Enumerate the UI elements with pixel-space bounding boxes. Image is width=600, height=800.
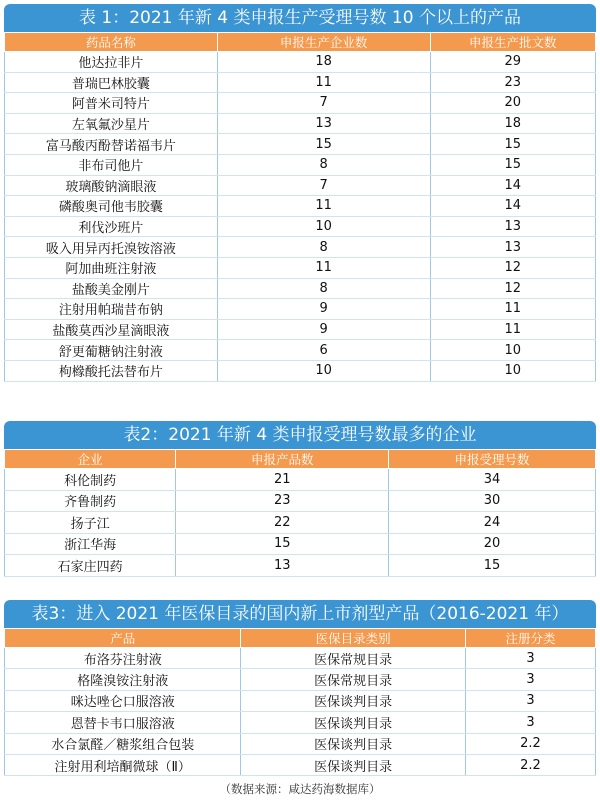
table1-cell: 8	[217, 278, 430, 299]
table3-cell: 格隆溴铵注射液	[5, 669, 241, 690]
table1-cell: 磷酸奥司他韦胶囊	[5, 196, 218, 217]
table-row	[5, 319, 596, 340]
table2-title: 表2：2021 年新 4 类申报受理号数最多的企业	[4, 421, 596, 449]
table1-cell: 普瑞巴林胶囊	[5, 72, 218, 93]
table-row	[5, 669, 596, 690]
table3-cell: 医保常规目录	[241, 669, 466, 690]
table1-cell: 富马酸丙酚替诺福韦片	[5, 134, 218, 155]
table3-title: 表3：进入 2021 年医保目录的国内新上市剂型产品（2016-2021 年）	[4, 600, 596, 628]
table2-cell: 齐鲁制药	[5, 490, 176, 512]
table-row	[5, 154, 596, 175]
table1-header-2: 申报生产批文数	[430, 33, 596, 52]
table1-cell: 10	[217, 360, 430, 381]
table3-cell: 3	[465, 648, 595, 669]
table1-cell: 6	[217, 340, 430, 361]
table-row	[5, 754, 596, 775]
table2-cell: 23	[176, 490, 389, 512]
table3-cell: 3	[465, 669, 595, 690]
table2-cell: 13	[176, 555, 389, 577]
table1-cell: 13	[217, 113, 430, 134]
table3-cell: 3	[465, 690, 595, 711]
table1-cell: 13	[430, 237, 596, 258]
table2-cell: 30	[389, 490, 596, 512]
table1-cell: 14	[430, 175, 596, 196]
table1-cell: 玻璃酸钠滴眼液	[5, 175, 218, 196]
table-row	[5, 533, 596, 555]
table3-cell: 医保谈判目录	[241, 754, 466, 775]
table1-cell: 盐酸美金刚片	[5, 278, 218, 299]
table1-cell: 7	[217, 175, 430, 196]
table3-cell: 2.2	[465, 754, 595, 775]
table3-cell: 3	[465, 712, 595, 733]
table1-cell: 15	[217, 134, 430, 155]
table1-cell: 18	[430, 113, 596, 134]
table-row	[5, 278, 596, 299]
table1-cell: 10	[217, 216, 430, 237]
table3-header-1: 医保目录类别	[241, 629, 466, 648]
table-row	[5, 340, 596, 361]
table1-cell: 利伐沙班片	[5, 216, 218, 237]
table-row	[5, 237, 596, 258]
table2	[4, 449, 596, 577]
table-row	[5, 648, 596, 669]
table1-title: 表 1：2021 年新 4 类申报生产受理号数 10 个以上的产品	[4, 4, 596, 32]
table3	[4, 628, 596, 776]
table1	[4, 32, 596, 382]
table-row	[5, 469, 596, 491]
table1-cell: 15	[430, 134, 596, 155]
table2-cell: 24	[389, 512, 596, 534]
table3-cell: 医保谈判目录	[241, 690, 466, 711]
table1-cell: 10	[430, 340, 596, 361]
table2-cell: 34	[389, 469, 596, 491]
table-row	[5, 690, 596, 711]
table-row	[5, 490, 596, 512]
table1-cell: 11	[430, 299, 596, 320]
table1-cell: 阿普米司特片	[5, 93, 218, 114]
table-row	[5, 257, 596, 278]
table1-cell: 非布司他片	[5, 154, 218, 175]
table2-cell: 15	[176, 533, 389, 555]
table1-cell: 左氧氟沙星片	[5, 113, 218, 134]
table2-cell: 石家庄四药	[5, 555, 176, 577]
table2-cell: 科伦制药	[5, 469, 176, 491]
table-row	[5, 72, 596, 93]
table1-cell: 20	[430, 93, 596, 114]
table3-cell: 注射用利培酮微球（Ⅱ）	[5, 754, 241, 775]
table1-cell: 13	[430, 216, 596, 237]
table1-cell: 12	[430, 257, 596, 278]
table1-cell: 吸入用异丙托溴铵溶液	[5, 237, 218, 258]
table3-cell: 恩替卡韦口服溶液	[5, 712, 241, 733]
table1-cell: 舒更葡糖钠注射液	[5, 340, 218, 361]
table1-header-1: 申报生产企业数	[217, 33, 430, 52]
table1-cell: 8	[217, 154, 430, 175]
table3-cell: 医保谈判目录	[241, 733, 466, 754]
table3-header-0: 产品	[5, 629, 241, 648]
table3-cell: 咪达唑仑口服溶液	[5, 690, 241, 711]
table2-cell: 15	[389, 555, 596, 577]
table2-header-2: 申报受理号数	[389, 450, 596, 469]
table1-section	[4, 4, 596, 382]
data-source-note: （数据来源：咸达药海数据库）	[219, 782, 381, 796]
table2-section	[4, 421, 596, 577]
table2-cell: 20	[389, 533, 596, 555]
table2-cell: 21	[176, 469, 389, 491]
table-row	[5, 113, 596, 134]
table2-cell: 扬子江	[5, 512, 176, 534]
table1-cell: 7	[217, 93, 430, 114]
table-row	[5, 175, 596, 196]
table-row	[5, 360, 596, 381]
table3-header-2: 注册分类	[465, 629, 595, 648]
table-row	[5, 93, 596, 114]
table2-header-0: 企业	[5, 450, 176, 469]
table2-header-1: 申报产品数	[176, 450, 389, 469]
table-row	[5, 555, 596, 577]
table1-cell: 11	[217, 196, 430, 217]
table1-cell: 盐酸莫西沙星滴眼液	[5, 319, 218, 340]
table3-cell: 布洛芬注射液	[5, 648, 241, 669]
table-row	[5, 512, 596, 534]
table1-cell: 9	[217, 299, 430, 320]
table1-cell: 29	[430, 52, 596, 73]
table1-cell: 11	[217, 257, 430, 278]
table3-section	[4, 600, 596, 776]
table-row	[5, 712, 596, 733]
table1-cell: 14	[430, 196, 596, 217]
table-row	[5, 299, 596, 320]
table1-cell: 阿加曲班注射液	[5, 257, 218, 278]
table1-cell: 12	[430, 278, 596, 299]
table3-cell: 医保常规目录	[241, 648, 466, 669]
table1-cell: 注射用帕瑞昔布钠	[5, 299, 218, 320]
table-row	[5, 216, 596, 237]
table1-cell: 他达拉非片	[5, 52, 218, 73]
table3-cell: 医保谈判目录	[241, 712, 466, 733]
table1-cell: 10	[430, 360, 596, 381]
table1-cell: 9	[217, 319, 430, 340]
table-row	[5, 52, 596, 73]
table1-cell: 11	[217, 72, 430, 93]
table1-cell: 15	[430, 154, 596, 175]
table3-cell: 水合氯醛／糖浆组合包装	[5, 733, 241, 754]
table1-cell: 8	[217, 237, 430, 258]
table-row	[5, 733, 596, 754]
table1-cell: 11	[430, 319, 596, 340]
table2-cell: 22	[176, 512, 389, 534]
table3-cell: 2.2	[465, 733, 595, 754]
table1-cell: 23	[430, 72, 596, 93]
table-row	[5, 196, 596, 217]
table2-cell: 浙江华海	[5, 533, 176, 555]
table1-cell: 枸橼酸托法替布片	[5, 360, 218, 381]
table1-header-0: 药品名称	[5, 33, 218, 52]
table-row	[5, 134, 596, 155]
table1-cell: 18	[217, 52, 430, 73]
